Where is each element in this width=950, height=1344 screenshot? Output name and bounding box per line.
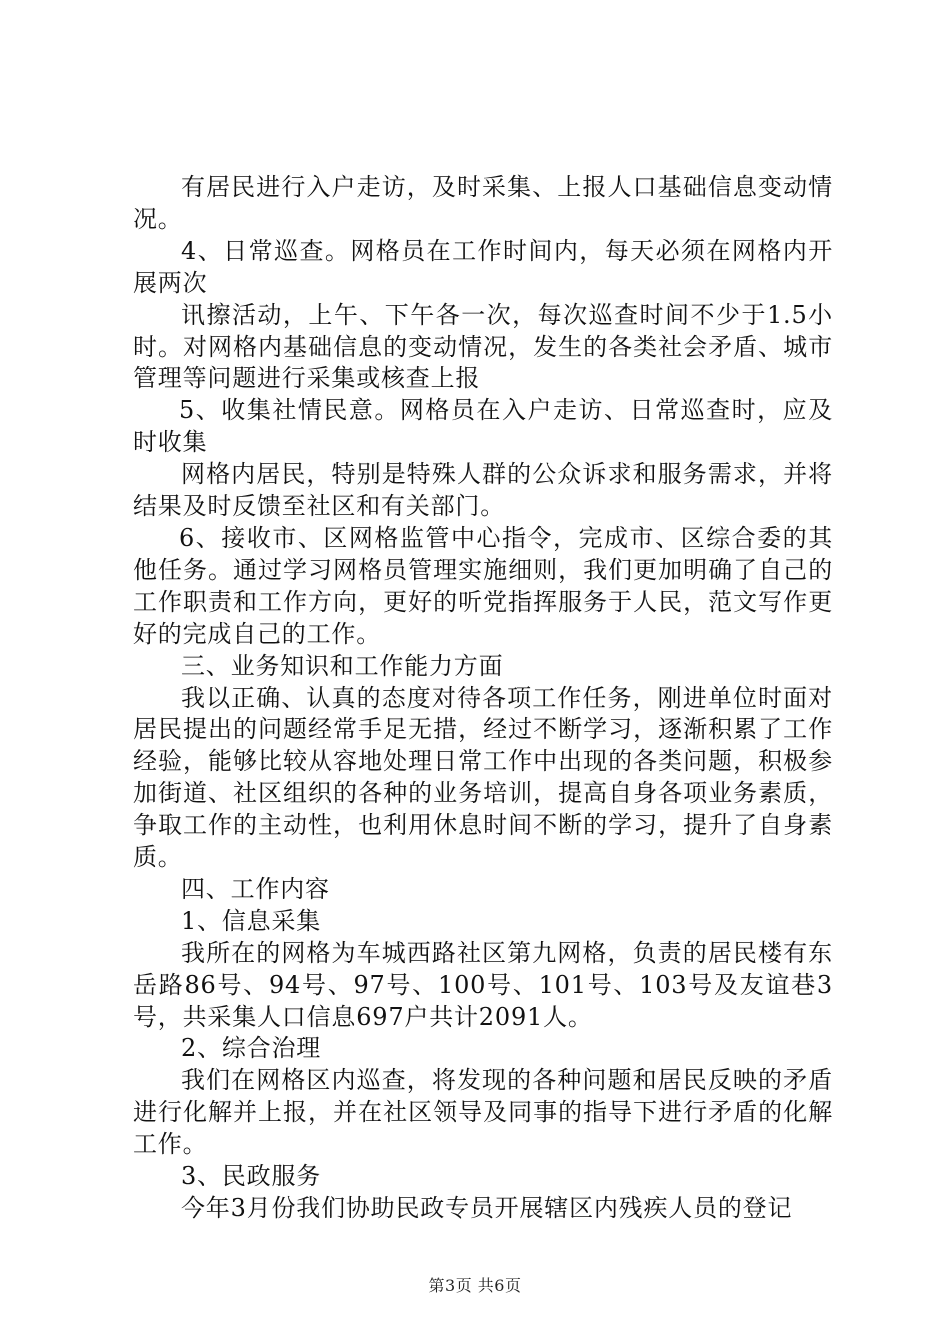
paragraph-collect-opinions: 5、收集社情民意。网格员在入户走访、日常巡查时，应及时收集 <box>133 396 833 457</box>
paragraph-patrol-details: 讯擦活动，上午、下午各一次，每次巡查时间不少于1.5小时。对网格内基础信息的变动情况，发生的各类社会矛盾、城市管理等问题进行采集或核查上报 <box>133 300 833 393</box>
section-heading-work-content: 四、工作内容 <box>181 874 330 903</box>
paragraph-civil-affairs: 今年3月份我们协助民政专员开展辖区内残疾人员的登记 <box>181 1194 793 1222</box>
section-heading-knowledge: 三、业务知识和工作能力方面 <box>181 651 504 680</box>
paragraph-daily-patrol: 4、日常巡查。网格员在工作时间内，每天必须在网格内开展两次 <box>133 236 833 297</box>
paragraph-household-visits: 有居民进行入户走访，及时采集、上报人口基础信息变动情况。 <box>133 173 833 233</box>
document-body <box>133 172 833 1225</box>
paragraph-resident-needs: 网格内居民，特别是特殊人群的公众诉求和服务需求，并将结果及时反馈至社区和有关部门。 <box>133 460 833 521</box>
paragraph-work-attitude: 我以正确、认真的态度对待各项工作任务，刚进单位时面对居民提出的问题经常手足无措，经过不断学习，逐渐积累了工作经验，能够比较从容地处理日常工作中出现的各类问题，积极参加街道、社区组织的各种的业务培训，提高自身各项业务素质，争取工作的主动性，也利用休息时间不断的学习，提升了自身素质。 <box>133 683 833 872</box>
subheading-governance: 2、综合治理 <box>181 1034 322 1063</box>
paragraph-grid-info: 我所在的网格为车城西路社区第九网格，负责的居民楼有东岳路86号、94号、97号、100号、101号、103号及友谊巷3号，共采集人口信息697户共计2091人。 <box>133 938 833 1031</box>
page-number: 第3页 共6页 <box>428 1276 522 1295</box>
paragraph-governance: 我们在网格区内巡查，将发现的各种问题和居民反映的矛盾进行化解并上报，并在社区领导及同事的指导下进行矛盾的化解工作。 <box>133 1066 833 1159</box>
subheading-info-collection: 1、信息采集 <box>181 906 322 935</box>
subheading-civil-affairs: 3、民政服务 <box>181 1162 322 1191</box>
paragraph-receive-instructions: 6、接收市、区网格监管中心指令，完成市、区综合委的其他任务。通过学习网格员管理实施细则，我们更加明确了自己的工作职责和工作方向，更好的听党指挥服务于人民，范文写作更好的完成自己的工作。 <box>133 523 833 648</box>
